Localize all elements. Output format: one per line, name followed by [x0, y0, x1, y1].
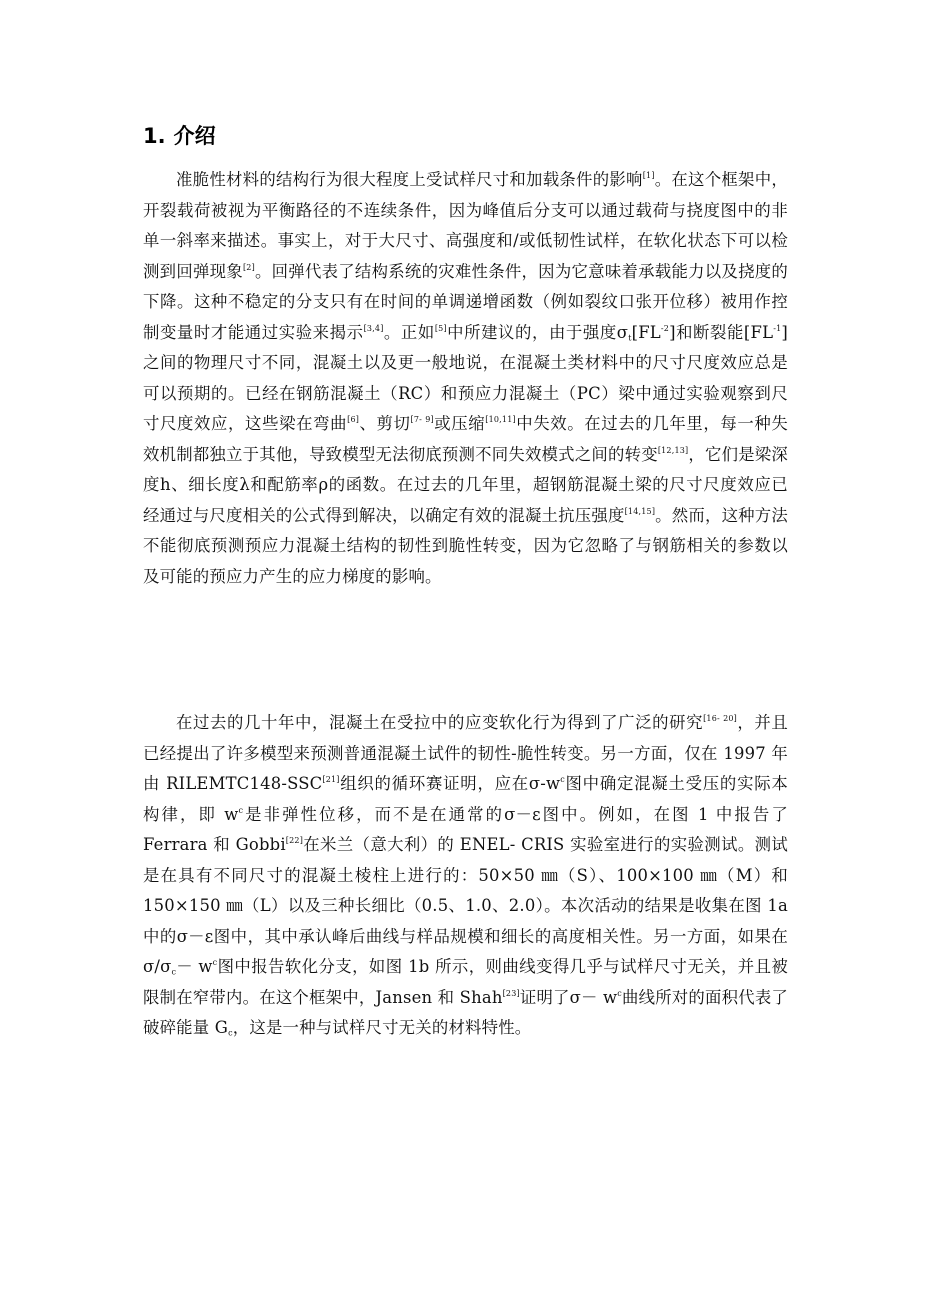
text-run: ]之间的物理尺寸不同，混凝土以及更一般地说，在混凝土类材料中的尺寸尺度效应总是可以预期的。已经在钢筋混凝土（RC）和预应力混凝土（PC）梁中通过实验观察到尺寸尺度效应，这些梁在弯曲 — [143, 322, 788, 433]
text-run: 证明了σ－ w — [519, 987, 618, 1007]
citation-superscript: [12,13] — [657, 445, 689, 455]
citation-superscript: [21] — [322, 774, 340, 784]
body-paragraph — [143, 165, 788, 592]
citation-superscript: [6] — [347, 414, 360, 424]
text-run: 是非弹性位移，而不是在通常的σ－ε图中。例如，在图 1 中报告了 Ferrara 和 Gobbi — [143, 804, 788, 854]
citation-superscript: -2 — [660, 323, 670, 333]
subscript: c — [171, 967, 177, 977]
text-run: 曲线所对的面积代表了破碎能量 G — [143, 987, 789, 1037]
text-run: 中所建议的，由于强度σ — [446, 322, 629, 342]
citation-superscript: c — [560, 774, 565, 784]
text-run: ，并且已经提出了许多模型来预测普通混凝土试件的韧性-脆性转变。另一方面，仅在 1997 年由 RILEMTC148-SSC — [143, 713, 788, 793]
citation-superscript: [2] — [242, 262, 255, 272]
citation-superscript: [14,15] — [624, 506, 656, 516]
citation-superscript: [23] — [502, 988, 520, 998]
citation-superscript: [10,11] — [485, 414, 516, 424]
text-run: [FL — [631, 322, 661, 342]
text-run: ]和断裂能[FL — [669, 322, 774, 342]
text-run: 图中报告软化分支，如图 1b 所示，则曲线变得几乎与试样尺寸无关，并且被限制在窄带内。在这个框架中，Jansen 和 Shah — [143, 957, 789, 1007]
text-run: 中失效。在过去的几年里，每一种失效机制都独立于其他，导致模型无法彻底预测不同失效模式之间的转变 — [143, 414, 788, 464]
text-run: 。正如 — [383, 322, 435, 342]
text-run: 组织的循环赛证明，应在σ-w — [339, 774, 561, 793]
text-run: 图中确定混凝土受压的实际本构律，即 w — [143, 774, 788, 824]
citation-superscript: -1 — [773, 323, 782, 333]
section-title: 介绍 — [173, 124, 216, 148]
text-run: 或压缩 — [433, 414, 486, 433]
citation-superscript: [1] — [642, 170, 655, 180]
text-run: 。然而，这种方法不能彻底预测预应力混凝土结构的韧性到脆性转变，因为它忽略了与钢筋相关的参数以及可能的预应力产生的应力梯度的影响。 — [143, 505, 788, 586]
text-run: 、剪切 — [359, 414, 411, 433]
section-heading — [143, 120, 216, 152]
text-run: 。回弹代表了结构系统的灾难性条件，因为它意味着承载能力以及挠度的下降。这种不稳定的分支只有在时间的单调递增函数（例如裂纹口张开位移）被用作控制变量时才能通过实验来揭示 — [143, 261, 789, 342]
body-paragraph — [143, 708, 788, 1044]
citation-superscript: [3,4] — [363, 323, 384, 333]
text-run: ，这是一种与试样尺寸无关的材料特性。 — [232, 1018, 532, 1037]
citation-superscript: [7- 9] — [410, 414, 434, 424]
section-number: 1. — [143, 124, 166, 148]
citation-superscript: c — [617, 988, 622, 998]
citation-superscript: [5] — [434, 323, 447, 333]
citation-superscript: c — [212, 957, 218, 967]
text-run: 。在这个框架中，开裂载荷被视为平衡路径的不连续条件，因为峰值后分支可以通过载荷与挠度图中的非单一斜率来描述。事实上，对于大尺寸、高强度和/或低韧性试样，在软化状态下可以检测到回弹现象 — [143, 170, 788, 281]
text-run: 在过去的几十年中，混凝土在受拉中的应变软化行为得到了广泛的研究 — [176, 713, 704, 732]
subscript: t — [628, 332, 632, 342]
text-run: 在米兰（意大利）的 ENEL- CRIS 实验室进行的实验测试。测试是在具有不同尺寸的混凝土棱柱上进行的：50×50 ㎜（S）、100×100 ㎜（M）和 150×150 ㎜（L）以及三种长细比（0.5、1.0、2.0）。本次活动的结果是收集在图 1a 中的σ－ε图中，其中承认峰后曲线与样品规模和细长的高度相关性。另一方面，如果在σ/σ — [143, 835, 788, 976]
citation-superscript: [22] — [285, 835, 304, 845]
text-run: 准脆性材料的结构行为很大程度上受试样尺寸和加载条件的影响 — [176, 170, 643, 189]
text-run: ，它们是梁深度h、细长度λ和配筋率ρ的函数。在过去的几年里，超钢筋混凝土梁的尺寸尺度效应已经通过与尺度相关的公式得到解决，以确定有效的混凝土抗压强度 — [143, 444, 788, 525]
citation-superscript: [16- 20] — [703, 713, 737, 723]
citation-superscript: c — [238, 805, 244, 815]
subscript: c — [228, 1028, 233, 1038]
text-run: － w — [176, 957, 213, 976]
